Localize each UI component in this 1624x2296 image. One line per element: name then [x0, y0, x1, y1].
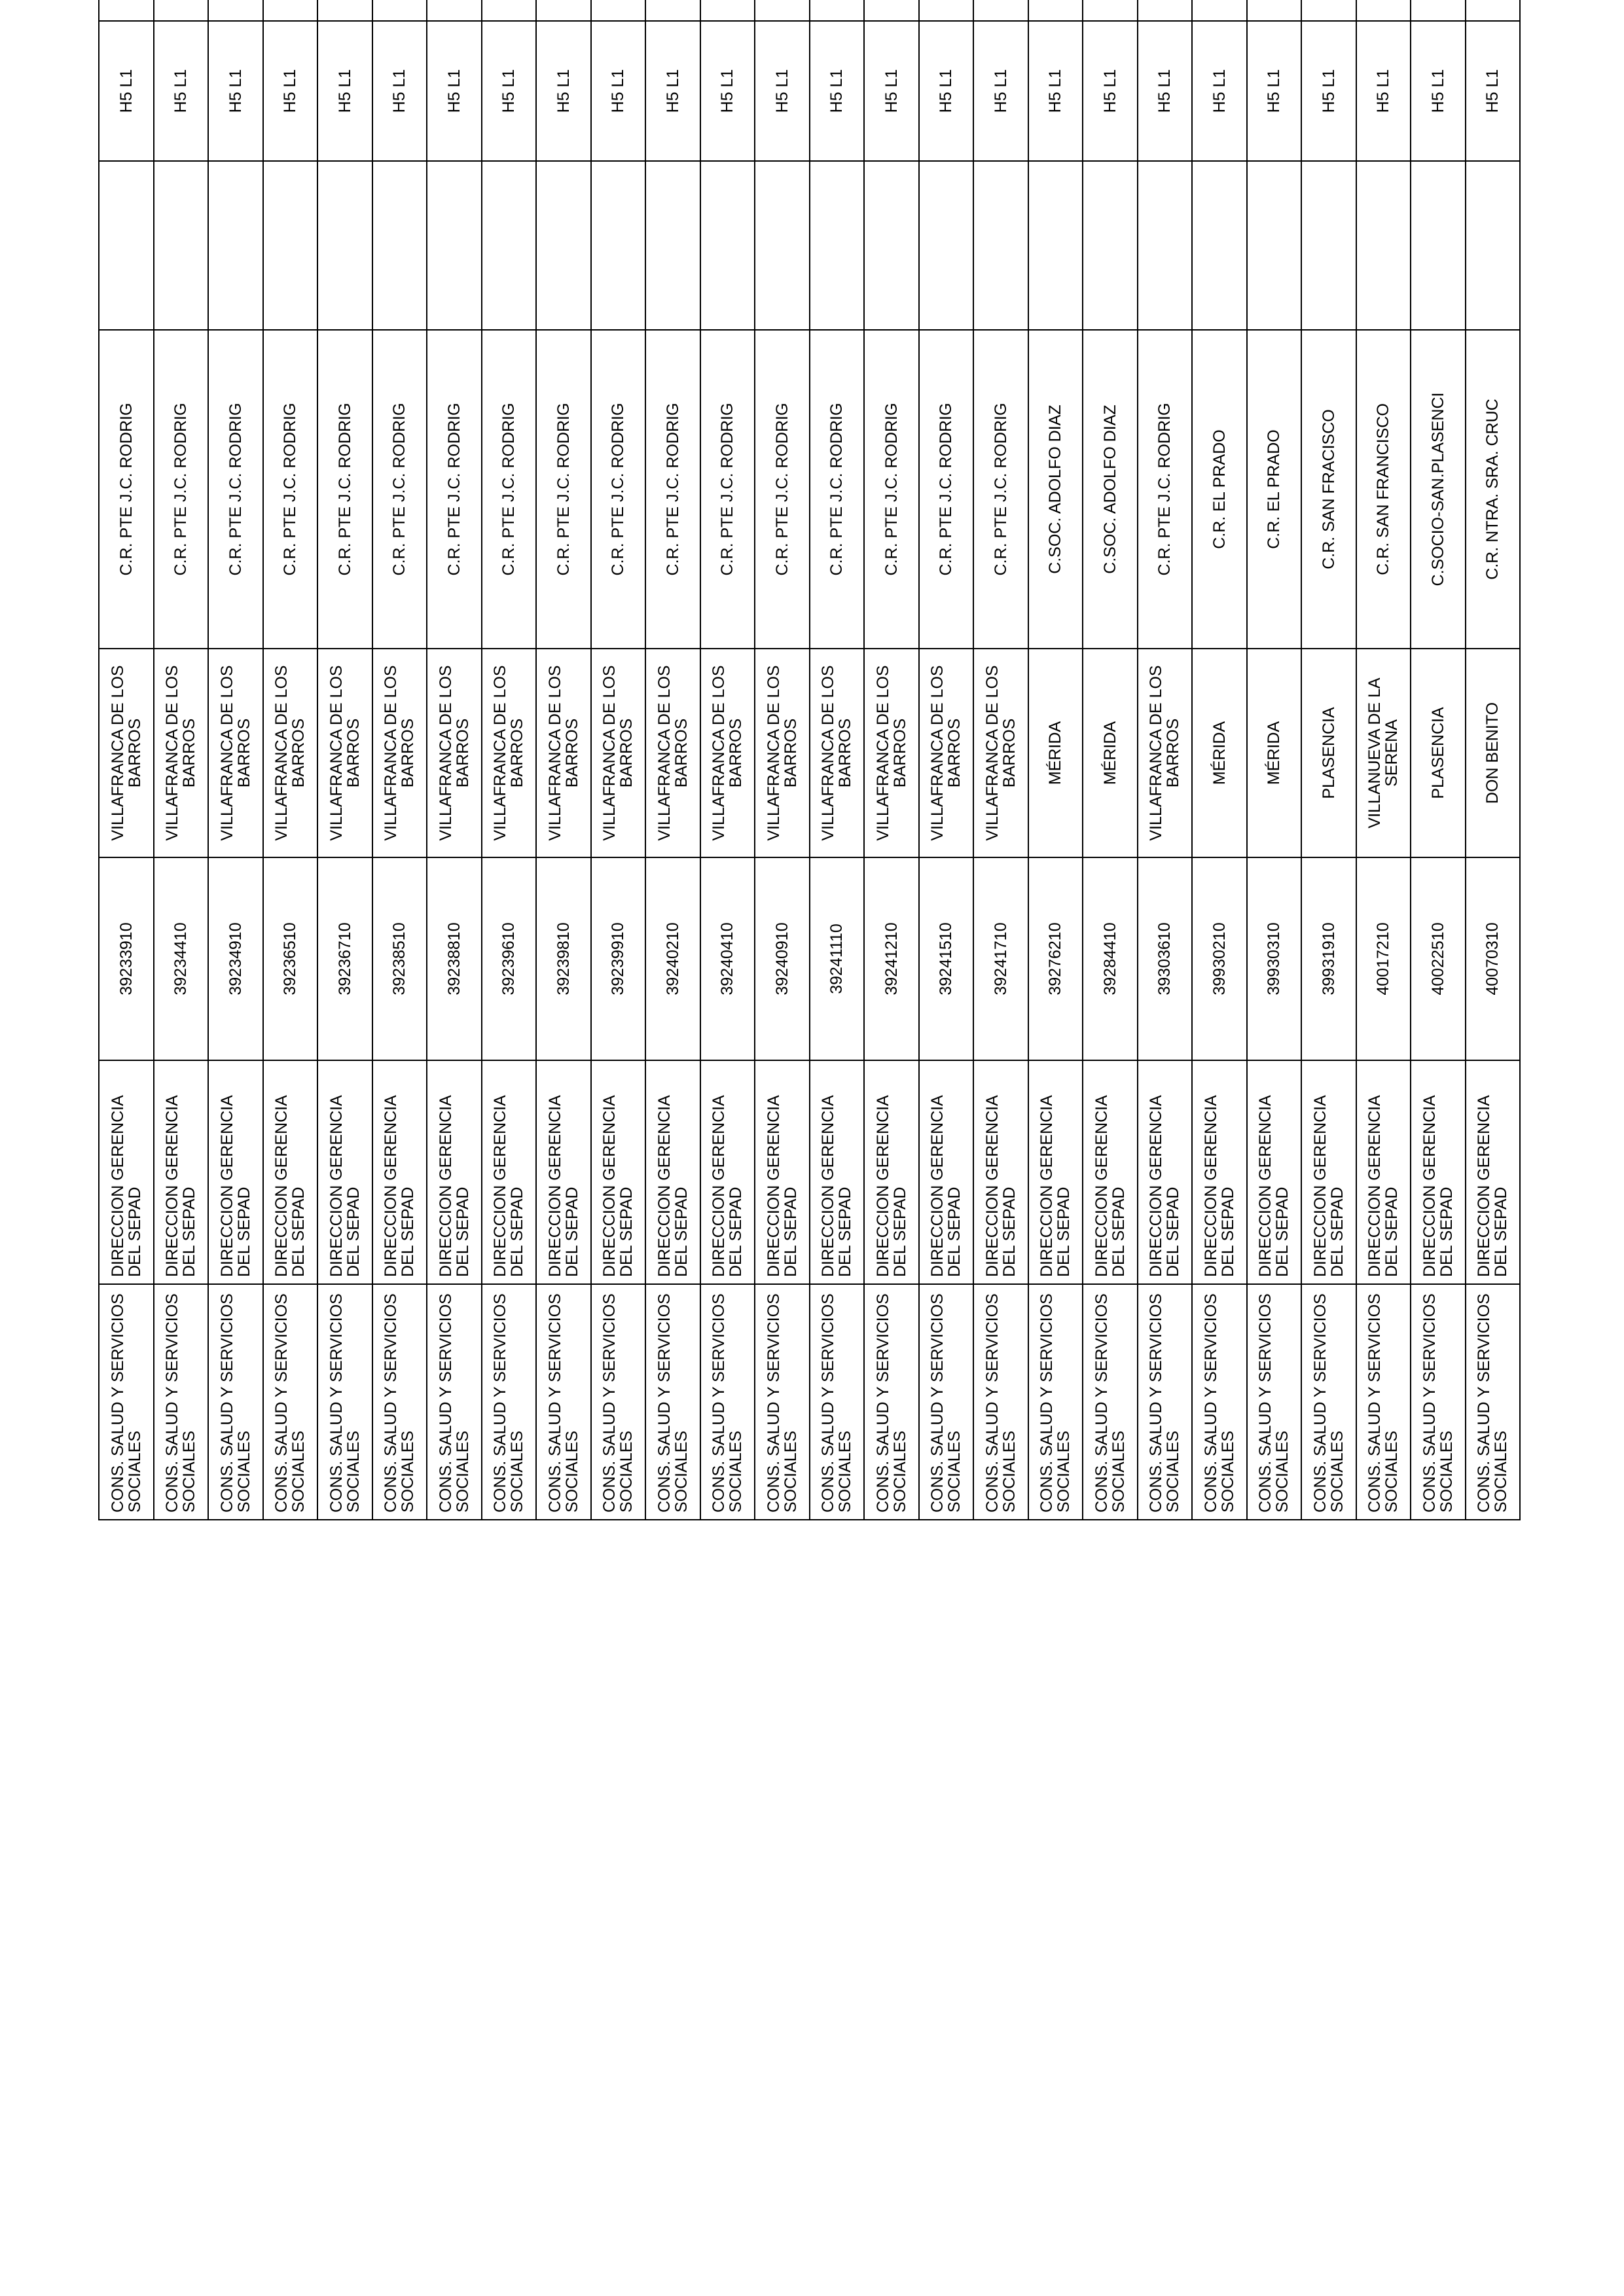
- table-row: [591, 0, 646, 1520]
- centre-cell: C.R. PTE J.C. RODRIG: [99, 330, 154, 649]
- organisation-cell: CONS. SALUD Y SERVICIOS SOCIALES: [1411, 1284, 1466, 1520]
- empty-cell: [1411, 161, 1466, 330]
- position-code-cell: 40022510: [1411, 857, 1466, 1060]
- locality-cell: VILLAFRANCA DE LOS BARROS: [427, 649, 482, 857]
- empty-cell: [864, 161, 919, 330]
- shift-cell: H5 L1: [427, 21, 482, 161]
- shift-cell: H5 L1: [208, 21, 263, 161]
- shift-cell: H5 L1: [700, 21, 755, 161]
- table-row: [372, 0, 427, 1520]
- shift-cell: H5 L1: [1411, 21, 1466, 161]
- organisation-cell: CONS. SALUD Y SERVICIOS SOCIALES: [263, 1284, 318, 1520]
- directorate-cell: DIRECCION GERENCIA DEL SEPAD: [973, 1060, 1028, 1284]
- shift-cell: H5 L1: [1356, 21, 1411, 161]
- centre-cell: C.R. PTE J.C. RODRIG: [919, 330, 974, 649]
- percentage-cell: [482, 0, 537, 21]
- locality-cell: VILLAFRANCA DE LOS BARROS: [536, 649, 591, 857]
- centre-cell: C.R. SAN FRACISCO: [1301, 330, 1356, 649]
- locality-cell: PLASENCIA: [1411, 649, 1466, 857]
- table-row: [973, 0, 1028, 1520]
- directorate-cell: DIRECCION GERENCIA DEL SEPAD: [1356, 1060, 1411, 1284]
- empty-cell: [1247, 161, 1302, 330]
- directorate-cell: DIRECCION GERENCIA DEL SEPAD: [591, 1060, 646, 1284]
- percentage-cell: [427, 0, 482, 21]
- table-row: [1138, 0, 1193, 1520]
- centre-cell: C.R. PTE J.C. RODRIG: [1138, 330, 1193, 649]
- percentage-cell: [1028, 0, 1083, 21]
- table-row: [1356, 0, 1411, 1520]
- organisation-cell: CONS. SALUD Y SERVICIOS SOCIALES: [755, 1284, 810, 1520]
- shift-cell: H5 L1: [645, 21, 700, 161]
- percentage-cell: [1466, 0, 1521, 21]
- directorate-cell: DIRECCION GERENCIA DEL SEPAD: [263, 1060, 318, 1284]
- empty-cell: [372, 161, 427, 330]
- percentage-cell: [810, 0, 865, 21]
- centre-cell: C.R. NTRA. SRA. CRUC: [1466, 330, 1521, 649]
- percentage-cell: [1247, 0, 1302, 21]
- directorate-cell: DIRECCION GERENCIA DEL SEPAD: [427, 1060, 482, 1284]
- percentage-cell: [591, 0, 646, 21]
- organisation-cell: CONS. SALUD Y SERVICIOS SOCIALES: [427, 1284, 482, 1520]
- organisation-cell: CONS. SALUD Y SERVICIOS SOCIALES: [1247, 1284, 1302, 1520]
- locality-cell: VILLAFRANCA DE LOS BARROS: [263, 649, 318, 857]
- shift-cell: H5 L1: [1301, 21, 1356, 161]
- centre-cell: C.R. PTE J.C. RODRIG: [810, 330, 865, 649]
- percentage-cell: [1083, 0, 1138, 21]
- empty-cell: [154, 161, 209, 330]
- table-row: [482, 0, 537, 1520]
- centre-cell: C.R. PTE J.C. RODRIG: [208, 330, 263, 649]
- locality-cell: VILLAFRANCA DE LOS BARROS: [317, 649, 372, 857]
- empty-cell: [591, 161, 646, 330]
- shift-cell: H5 L1: [263, 21, 318, 161]
- percentage-cell: [919, 0, 974, 21]
- empty-cell: [1192, 161, 1247, 330]
- percentage-cell: [99, 0, 154, 21]
- shift-cell: H5 L1: [372, 21, 427, 161]
- empty-cell: [973, 161, 1028, 330]
- centre-cell: C.R. PTE J.C. RODRIG: [973, 330, 1028, 649]
- position-code-cell: 39236510: [263, 857, 318, 1060]
- table-row: [810, 0, 865, 1520]
- percentage-cell: [864, 0, 919, 21]
- directorate-cell: DIRECCION GERENCIA DEL SEPAD: [864, 1060, 919, 1284]
- table-row: [700, 0, 755, 1520]
- empty-cell: [1028, 161, 1083, 330]
- organisation-cell: CONS. SALUD Y SERVICIOS SOCIALES: [1356, 1284, 1411, 1520]
- centre-cell: C.R. PTE J.C. RODRIG: [536, 330, 591, 649]
- table-row: [755, 0, 810, 1520]
- locality-cell: VILLANUEVA DE LA SERENA: [1356, 649, 1411, 857]
- position-code-cell: 39930210: [1192, 857, 1247, 1060]
- directorate-cell: DIRECCION GERENCIA DEL SEPAD: [810, 1060, 865, 1284]
- locality-cell: VILLAFRANCA DE LOS BARROS: [208, 649, 263, 857]
- empty-cell: [1356, 161, 1411, 330]
- organisation-cell: CONS. SALUD Y SERVICIOS SOCIALES: [482, 1284, 537, 1520]
- percentage-cell: [700, 0, 755, 21]
- position-code-cell: 39276210: [1028, 857, 1083, 1060]
- organisation-cell: CONS. SALUD Y SERVICIOS SOCIALES: [1028, 1284, 1083, 1520]
- centre-cell: C.SOC. ADOLFO DIAZ: [1028, 330, 1083, 649]
- locality-cell: MÉRIDA: [1192, 649, 1247, 857]
- directorate-cell: DIRECCION GERENCIA DEL SEPAD: [1192, 1060, 1247, 1284]
- centre-cell: C.R. EL PRADO: [1247, 330, 1302, 649]
- position-code-cell: 39234910: [208, 857, 263, 1060]
- organisation-cell: CONS. SALUD Y SERVICIOS SOCIALES: [1466, 1284, 1521, 1520]
- directorate-cell: DIRECCION GERENCIA DEL SEPAD: [317, 1060, 372, 1284]
- table-row: [427, 0, 482, 1520]
- position-code-cell: 39236710: [317, 857, 372, 1060]
- empty-cell: [427, 161, 482, 330]
- position-code-cell: 39239810: [536, 857, 591, 1060]
- organisation-cell: CONS. SALUD Y SERVICIOS SOCIALES: [317, 1284, 372, 1520]
- percentage-cell: [1411, 0, 1466, 21]
- table-body: [99, 0, 1520, 1520]
- locality-cell: VILLAFRANCA DE LOS BARROS: [154, 649, 209, 857]
- percentage-cell: [645, 0, 700, 21]
- position-code-cell: 39241510: [919, 857, 974, 1060]
- directorate-cell: DIRECCION GERENCIA DEL SEPAD: [1083, 1060, 1138, 1284]
- table-row: [1301, 0, 1356, 1520]
- centre-cell: C.R. PTE J.C. RODRIG: [591, 330, 646, 649]
- empty-cell: [208, 161, 263, 330]
- organisation-cell: CONS. SALUD Y SERVICIOS SOCIALES: [645, 1284, 700, 1520]
- organisation-cell: CONS. SALUD Y SERVICIOS SOCIALES: [591, 1284, 646, 1520]
- table-row: [1466, 0, 1521, 1520]
- centre-cell: C.R. PTE J.C. RODRIG: [864, 330, 919, 649]
- directorate-cell: DIRECCION GERENCIA DEL SEPAD: [1466, 1060, 1521, 1284]
- rotated-page: [98, 0, 1521, 1520]
- positions-table: [98, 0, 1521, 1520]
- centre-cell: C.R. EL PRADO: [1192, 330, 1247, 649]
- organisation-cell: CONS. SALUD Y SERVICIOS SOCIALES: [1083, 1284, 1138, 1520]
- shift-cell: H5 L1: [99, 21, 154, 161]
- position-code-cell: 39241710: [973, 857, 1028, 1060]
- table-row: [645, 0, 700, 1520]
- empty-cell: [645, 161, 700, 330]
- organisation-cell: CONS. SALUD Y SERVICIOS SOCIALES: [1138, 1284, 1193, 1520]
- percentage-cell: [208, 0, 263, 21]
- centre-cell: C.R. PTE J.C. RODRIG: [154, 330, 209, 649]
- empty-cell: [317, 161, 372, 330]
- empty-cell: [482, 161, 537, 330]
- position-code-cell: 39240410: [700, 857, 755, 1060]
- centre-cell: C.R. PTE J.C. RODRIG: [482, 330, 537, 649]
- centre-cell: C.R. PTE J.C. RODRIG: [372, 330, 427, 649]
- locality-cell: MÉRIDA: [1028, 649, 1083, 857]
- centre-cell: C.R. PTE J.C. RODRIG: [755, 330, 810, 649]
- centre-cell: C.R. PTE J.C. RODRIG: [700, 330, 755, 649]
- shift-cell: H5 L1: [317, 21, 372, 161]
- table-row: [154, 0, 209, 1520]
- empty-cell: [99, 161, 154, 330]
- shift-cell: H5 L1: [591, 21, 646, 161]
- directorate-cell: DIRECCION GERENCIA DEL SEPAD: [919, 1060, 974, 1284]
- locality-cell: VILLAFRANCA DE LOS BARROS: [755, 649, 810, 857]
- position-code-cell: 40017210: [1356, 857, 1411, 1060]
- table-row: [1192, 0, 1247, 1520]
- locality-cell: MÉRIDA: [1247, 649, 1302, 857]
- locality-cell: VILLAFRANCA DE LOS BARROS: [372, 649, 427, 857]
- position-code-cell: 39303610: [1138, 857, 1193, 1060]
- locality-cell: PLASENCIA: [1301, 649, 1356, 857]
- directorate-cell: DIRECCION GERENCIA DEL SEPAD: [1301, 1060, 1356, 1284]
- percentage-cell: [1192, 0, 1247, 21]
- position-code-cell: 39240910: [755, 857, 810, 1060]
- directorate-cell: DIRECCION GERENCIA DEL SEPAD: [755, 1060, 810, 1284]
- position-code-cell: 39930310: [1247, 857, 1302, 1060]
- percentage-cell: [1138, 0, 1193, 21]
- table-row: [1411, 0, 1466, 1520]
- shift-cell: H5 L1: [1028, 21, 1083, 161]
- table-row: [1247, 0, 1302, 1520]
- centre-cell: C.R. PTE J.C. RODRIG: [263, 330, 318, 649]
- table-row: [1083, 0, 1138, 1520]
- table-row: [208, 0, 263, 1520]
- empty-cell: [919, 161, 974, 330]
- position-code-cell: 39284410: [1083, 857, 1138, 1060]
- directorate-cell: DIRECCION GERENCIA DEL SEPAD: [482, 1060, 537, 1284]
- locality-cell: VILLAFRANCA DE LOS BARROS: [591, 649, 646, 857]
- organisation-cell: CONS. SALUD Y SERVICIOS SOCIALES: [208, 1284, 263, 1520]
- position-code-cell: 39233910: [99, 857, 154, 1060]
- organisation-cell: CONS. SALUD Y SERVICIOS SOCIALES: [810, 1284, 865, 1520]
- organisation-cell: CONS. SALUD Y SERVICIOS SOCIALES: [864, 1284, 919, 1520]
- locality-cell: VILLAFRANCA DE LOS BARROS: [482, 649, 537, 857]
- empty-cell: [263, 161, 318, 330]
- organisation-cell: CONS. SALUD Y SERVICIOS SOCIALES: [1192, 1284, 1247, 1520]
- percentage-cell: [263, 0, 318, 21]
- shift-cell: H5 L1: [1138, 21, 1193, 161]
- organisation-cell: CONS. SALUD Y SERVICIOS SOCIALES: [536, 1284, 591, 1520]
- table-row: [99, 0, 154, 1520]
- locality-cell: VILLAFRANCA DE LOS BARROS: [919, 649, 974, 857]
- table-row: [536, 0, 591, 1520]
- empty-cell: [1301, 161, 1356, 330]
- empty-cell: [755, 161, 810, 330]
- centre-cell: C.SOCIO-SAN.PLASENCI: [1411, 330, 1466, 649]
- table-row: [317, 0, 372, 1520]
- locality-cell: VILLAFRANCA DE LOS BARROS: [645, 649, 700, 857]
- directorate-cell: DIRECCION GERENCIA DEL SEPAD: [99, 1060, 154, 1284]
- shift-cell: H5 L1: [755, 21, 810, 161]
- empty-cell: [810, 161, 865, 330]
- organisation-cell: CONS. SALUD Y SERVICIOS SOCIALES: [919, 1284, 974, 1520]
- shift-cell: H5 L1: [154, 21, 209, 161]
- directorate-cell: DIRECCION GERENCIA DEL SEPAD: [1411, 1060, 1466, 1284]
- centre-cell: C.R. PTE J.C. RODRIG: [645, 330, 700, 649]
- shift-cell: H5 L1: [864, 21, 919, 161]
- percentage-cell: [154, 0, 209, 21]
- empty-cell: [700, 161, 755, 330]
- position-code-cell: 39234410: [154, 857, 209, 1060]
- centre-cell: C.R. PTE J.C. RODRIG: [317, 330, 372, 649]
- directorate-cell: DIRECCION GERENCIA DEL SEPAD: [208, 1060, 263, 1284]
- percentage-cell: [755, 0, 810, 21]
- percentage-cell: [372, 0, 427, 21]
- locality-cell: VILLAFRANCA DE LOS BARROS: [864, 649, 919, 857]
- centre-cell: C.SOC. ADOLFO DIAZ: [1083, 330, 1138, 649]
- directorate-cell: DIRECCION GERENCIA DEL SEPAD: [700, 1060, 755, 1284]
- shift-cell: H5 L1: [810, 21, 865, 161]
- organisation-cell: CONS. SALUD Y SERVICIOS SOCIALES: [1301, 1284, 1356, 1520]
- empty-cell: [1083, 161, 1138, 330]
- organisation-cell: CONS. SALUD Y SERVICIOS SOCIALES: [700, 1284, 755, 1520]
- directorate-cell: DIRECCION GERENCIA DEL SEPAD: [1247, 1060, 1302, 1284]
- shift-cell: H5 L1: [973, 21, 1028, 161]
- position-code-cell: 39240210: [645, 857, 700, 1060]
- percentage-cell: [317, 0, 372, 21]
- shift-cell: H5 L1: [1466, 21, 1521, 161]
- shift-cell: H5 L1: [482, 21, 537, 161]
- locality-cell: DON BENITO: [1466, 649, 1521, 857]
- locality-cell: VILLAFRANCA DE LOS BARROS: [810, 649, 865, 857]
- directorate-cell: DIRECCION GERENCIA DEL SEPAD: [154, 1060, 209, 1284]
- shift-cell: H5 L1: [536, 21, 591, 161]
- directorate-cell: DIRECCION GERENCIA DEL SEPAD: [372, 1060, 427, 1284]
- locality-cell: VILLAFRANCA DE LOS BARROS: [700, 649, 755, 857]
- shift-cell: H5 L1: [1083, 21, 1138, 161]
- position-code-cell: 39241110: [810, 857, 865, 1060]
- organisation-cell: CONS. SALUD Y SERVICIOS SOCIALES: [99, 1284, 154, 1520]
- directorate-cell: DIRECCION GERENCIA DEL SEPAD: [1138, 1060, 1193, 1284]
- position-code-cell: 39931910: [1301, 857, 1356, 1060]
- percentage-cell: [973, 0, 1028, 21]
- locality-cell: VILLAFRANCA DE LOS BARROS: [973, 649, 1028, 857]
- organisation-cell: CONS. SALUD Y SERVICIOS SOCIALES: [154, 1284, 209, 1520]
- shift-cell: H5 L1: [919, 21, 974, 161]
- centre-cell: C.R. PTE J.C. RODRIG: [427, 330, 482, 649]
- percentage-cell: [1356, 0, 1411, 21]
- locality-cell: VILLAFRANCA DE LOS BARROS: [99, 649, 154, 857]
- position-code-cell: 39238510: [372, 857, 427, 1060]
- shift-cell: H5 L1: [1247, 21, 1302, 161]
- position-code-cell: 39238810: [427, 857, 482, 1060]
- percentage-cell: [536, 0, 591, 21]
- empty-cell: [1138, 161, 1193, 330]
- table-row: [919, 0, 974, 1520]
- locality-cell: VILLAFRANCA DE LOS BARROS: [1138, 649, 1193, 857]
- organisation-cell: CONS. SALUD Y SERVICIOS SOCIALES: [372, 1284, 427, 1520]
- directorate-cell: DIRECCION GERENCIA DEL SEPAD: [645, 1060, 700, 1284]
- table-row: [263, 0, 318, 1520]
- locality-cell: MÉRIDA: [1083, 649, 1138, 857]
- empty-cell: [536, 161, 591, 330]
- directorate-cell: DIRECCION GERENCIA DEL SEPAD: [1028, 1060, 1083, 1284]
- centre-cell: C.R. SAN FRANCISCO: [1356, 330, 1411, 649]
- directorate-cell: DIRECCION GERENCIA DEL SEPAD: [536, 1060, 591, 1284]
- organisation-cell: CONS. SALUD Y SERVICIOS SOCIALES: [973, 1284, 1028, 1520]
- table-row: [864, 0, 919, 1520]
- shift-cell: H5 L1: [1192, 21, 1247, 161]
- position-code-cell: 40070310: [1466, 857, 1521, 1060]
- position-code-cell: 39241210: [864, 857, 919, 1060]
- percentage-cell: [1301, 0, 1356, 21]
- position-code-cell: 39239610: [482, 857, 537, 1060]
- empty-cell: [1466, 161, 1521, 330]
- position-code-cell: 39239910: [591, 857, 646, 1060]
- table-row: [1028, 0, 1083, 1520]
